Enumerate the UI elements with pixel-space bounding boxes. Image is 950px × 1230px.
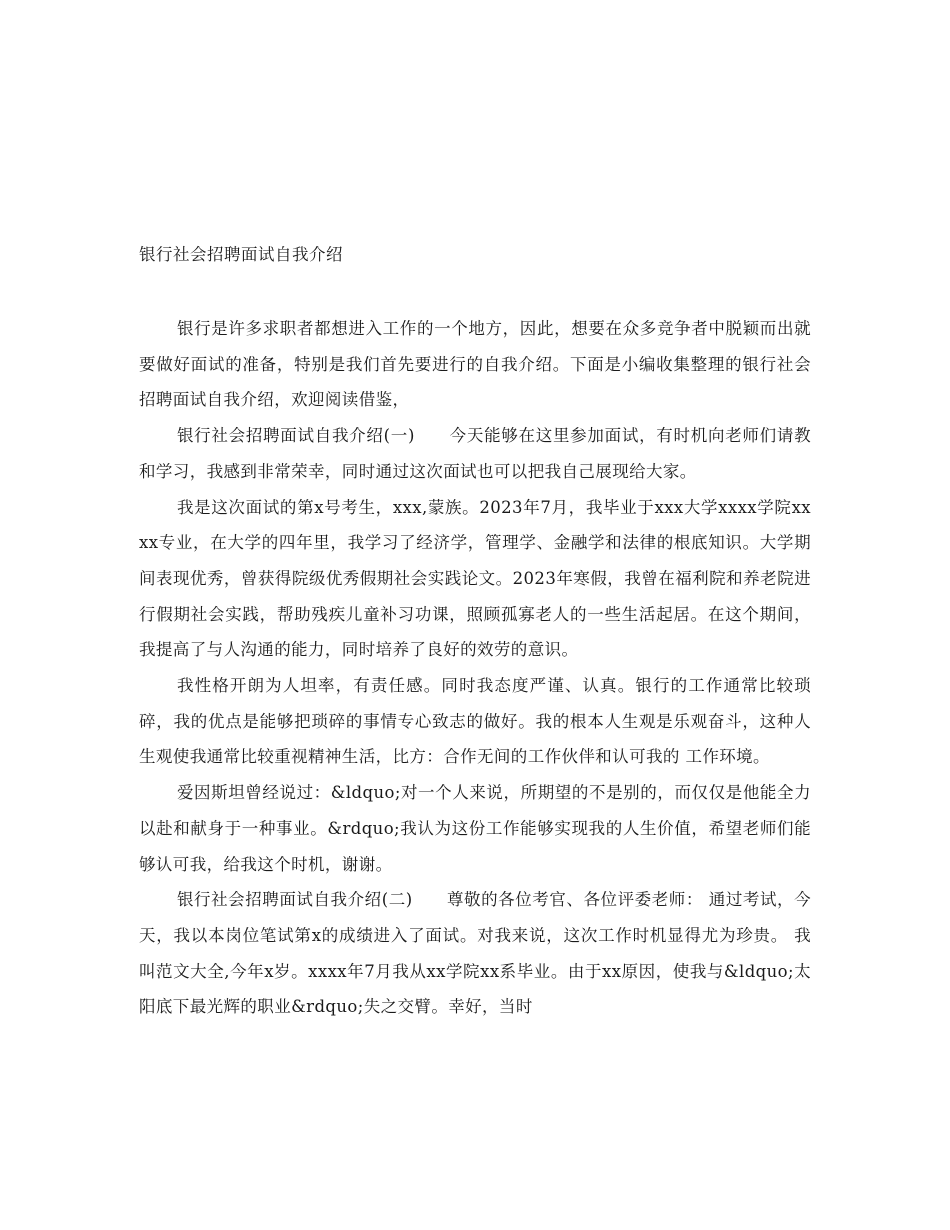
document-title: 银行社会招聘面试自我介绍	[139, 245, 343, 264]
paragraph-personality: 我性格开朗为人坦率，有责任感。同时我态度严谨、认真。银行的工作通常比较琐碎，我的优点是能够把琐碎的事情专心致志的做好。我的根本人生观是乐观奋斗，这种人生观使我通常比较重视精神生活，比方：合作无间的工作伙伴和认可我的 工作环境。	[139, 676, 811, 767]
paragraph-intro: 银行是许多求职者都想进入工作的一个地方，因此，想要在众多竞争者中脱颖而出就要做好面试的准备，特别是我们首先要进行的自我介绍。下面是小编收集整理的银行社会招聘面试自我介绍，欢迎阅读借鉴，	[139, 319, 811, 410]
document-body	[139, 311, 811, 1025]
paragraph-background: 我是这次面试的第x号考生，xxx,蒙族。2023年7月，我毕业于xxx大学xxxx学院xxxx专业，在大学的四年里，我学习了经济学，管理学、金融学和法律的根底知识。大学期间表现优秀，曾获得院级优秀假期社会实践论文。2023年寒假，我曾在福利院和养老院进行假期社会实践，帮助残疾儿童补习功课，照顾孤寡老人的一些生活起居。在这个期间，我提高了与人沟通的能力，同时培养了良好的效劳的意识。	[139, 497, 811, 660]
paragraph-section-two-opening: 银行社会招聘面试自我介绍(二) 尊敬的各位考官、各位评委老师： 通过考试，今天，我以本岗位笔试第x的成绩进入了面试。对我来说，这次工作时机显得尤为珍贵。 我叫范文大全,今年x岁。xxxx年7月我从xx学院xx系毕业。由于xx原因，使我与&ldquo;太阳底下最光辉的职业&rdquo;失之交臂。幸好，当时	[139, 890, 811, 1017]
paragraph-einstein-quote: 爱因斯坦曾经说过：&ldquo;对一个人来说，所期望的不是别的，而仅仅是他能全力以赴和献身于一种事业。&rdquo;我认为这份工作能够实现我的人生价值，希望老师们能够认可我，给我这个时机，谢谢。	[139, 783, 811, 874]
paragraph-section-one-opening: 银行社会招聘面试自我介绍(一) 今天能够在这里参加面试，有时机向老师们请教和学习，我感到非常荣幸，同时通过这次面试也可以把我自己展现给大家。	[139, 426, 811, 481]
